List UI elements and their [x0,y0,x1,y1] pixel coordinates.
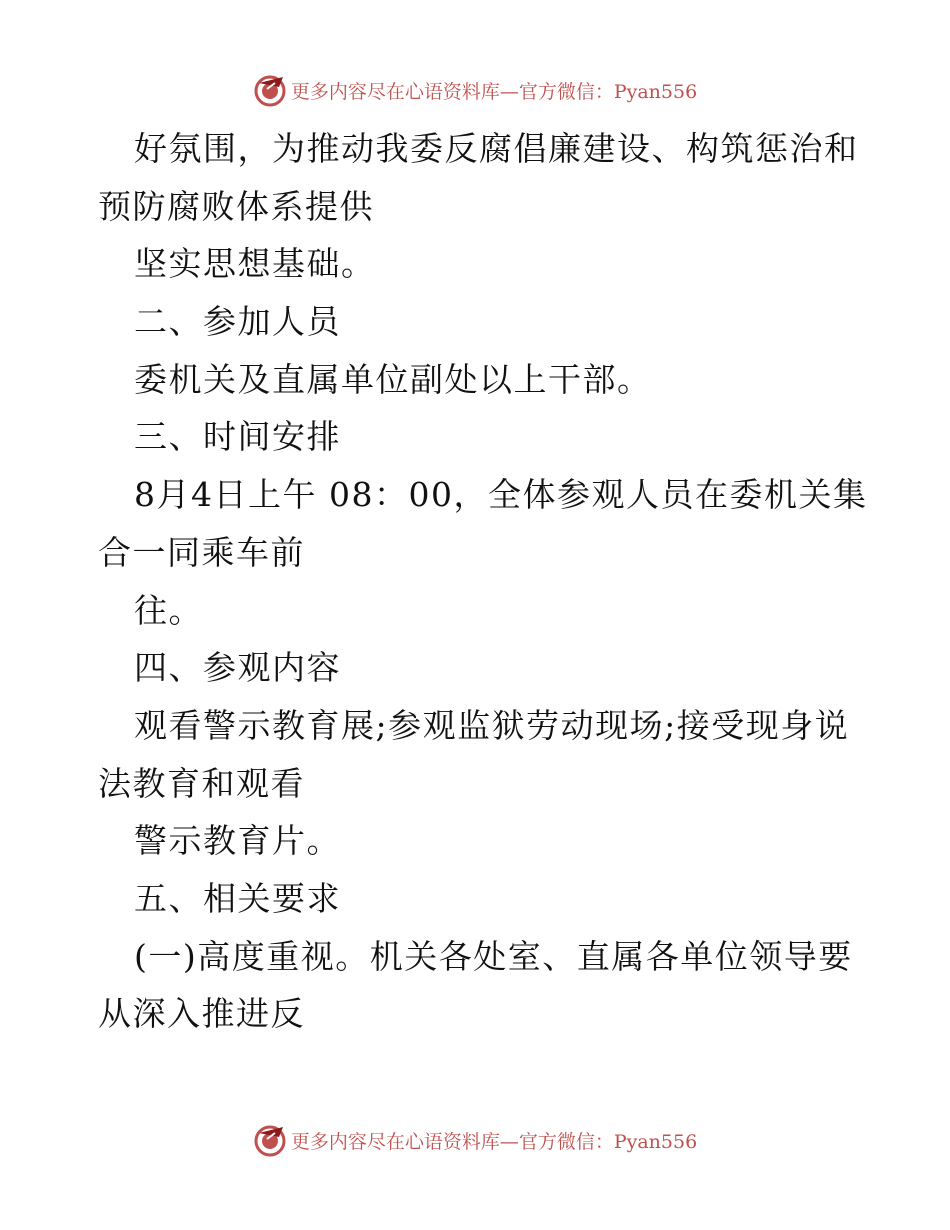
text-line: 坚实思想基础。 [134,244,376,284]
header-banner [0,70,950,110]
document-body [98,120,868,1043]
section-heading: 五、相关要求 [134,878,341,918]
text-line: 观看警示教育展;参观监狱劳动现场;接受现身说 [134,705,850,745]
text-line: 往。 [134,590,203,630]
section-heading: 三、时间安排 [134,417,341,457]
text-line: 委机关及直属单位副处以上干部。 [134,359,652,399]
text-line: 法教育和观看 [98,763,305,803]
footer-banner-text: 更多内容尽在心语资料库—官方微信：Pyan556 [290,1130,698,1153]
text-line: 8月4日上午 08：00，全体参观人员在委机关集 [134,475,868,515]
footer-banner [0,1120,950,1160]
section-heading: 四、参观内容 [134,648,341,688]
text-line: 预防腐败体系提供 [98,186,374,226]
text-line: 合一同乘车前 [98,532,305,572]
header-banner-text: 更多内容尽在心语资料库—官方微信：Pyan556 [290,80,698,103]
text-line: 警示教育片。 [134,821,341,861]
section-heading: 二、参加人员 [134,302,341,342]
logo-icon [253,1123,287,1157]
text-line: (一)高度重视。机关各处室、直属各单位领导要 [134,936,853,976]
logo-icon [253,73,287,107]
text-line: 从深入推进反 [98,994,305,1034]
text-line: 好氛围，为推动我委反腐倡廉建设、构筑惩治和 [134,129,859,168]
